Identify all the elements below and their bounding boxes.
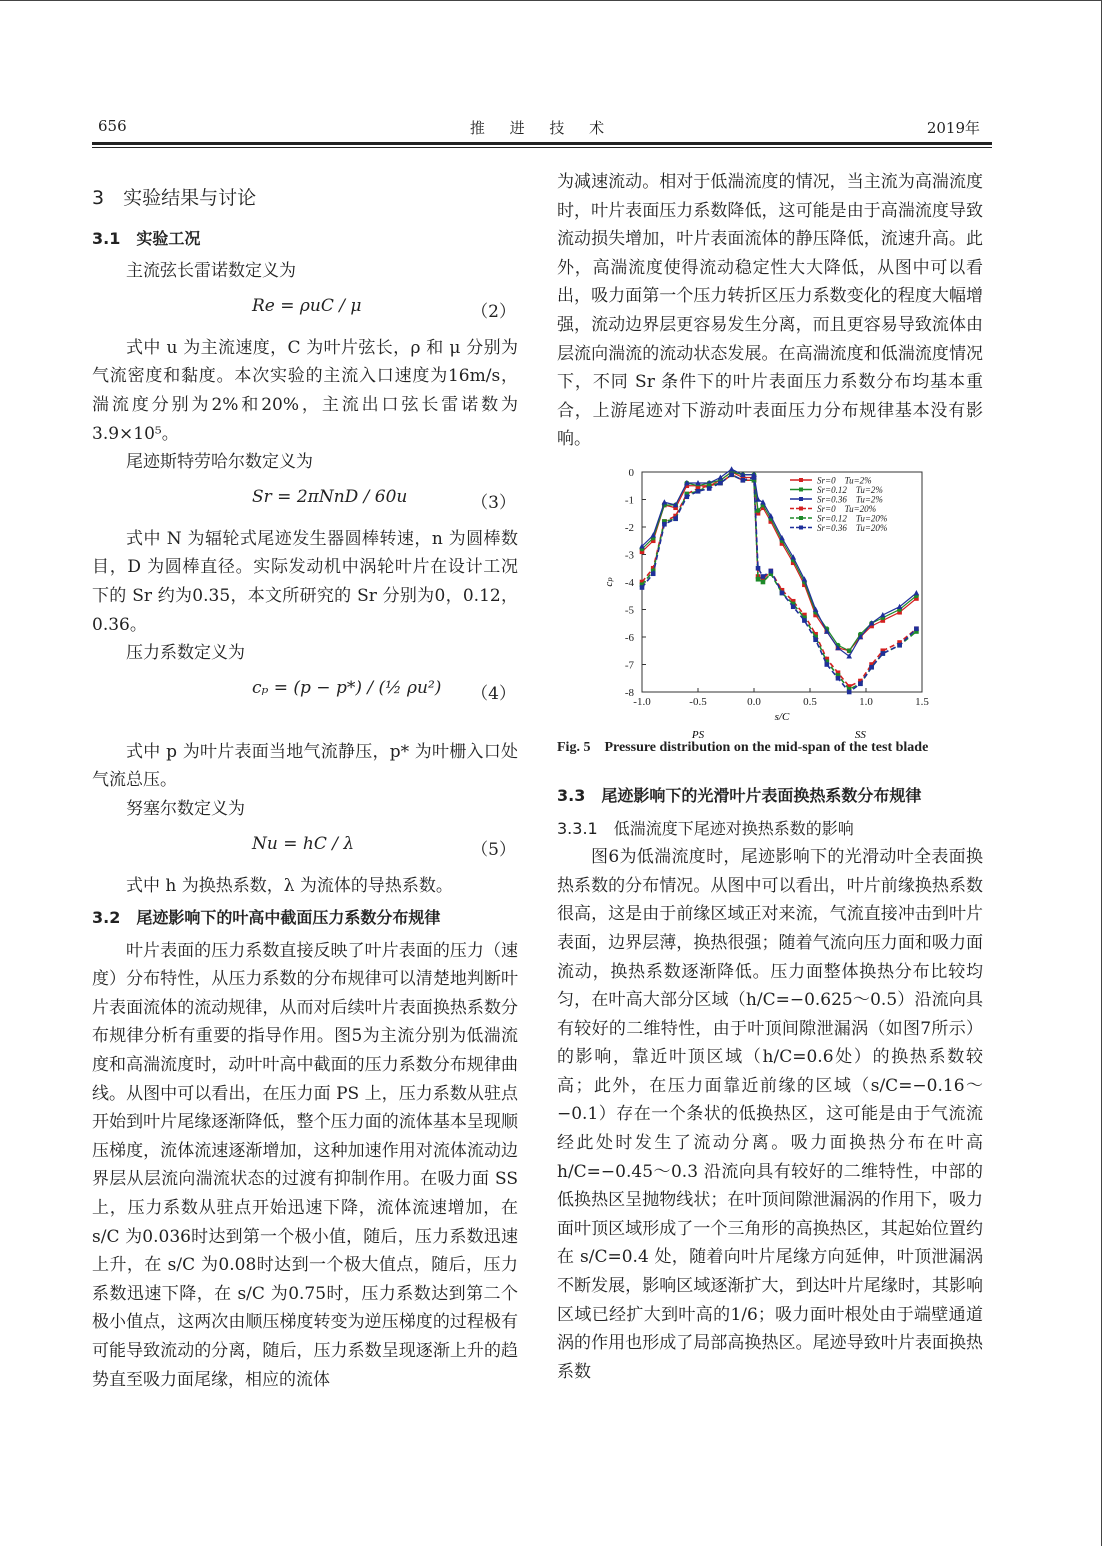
section-3-2-title: 3.2 尾迹影响下的叶高中截面压力系数分布规律 bbox=[92, 908, 441, 928]
publication-year: 2019年 bbox=[926, 119, 980, 137]
x-tick-label: 0.0 bbox=[747, 695, 761, 708]
data-point bbox=[741, 478, 746, 483]
nu-intro: 努塞尔数定义为 bbox=[126, 798, 245, 819]
plot-frame bbox=[642, 472, 922, 692]
data-point bbox=[756, 508, 761, 513]
data-point bbox=[914, 626, 919, 631]
legend-label: Sr=0.12 Tu=2% bbox=[817, 484, 883, 495]
x-tick-label: -0.5 bbox=[689, 695, 707, 708]
data-point bbox=[696, 489, 701, 494]
equation-2 bbox=[92, 286, 518, 334]
data-point bbox=[752, 475, 757, 480]
legend-marker bbox=[799, 478, 803, 482]
data-point bbox=[761, 580, 766, 585]
legend-marker bbox=[799, 516, 803, 520]
equation-5-body: Nu = hC / λ bbox=[252, 833, 355, 854]
legend-marker bbox=[799, 525, 803, 529]
header-rule-thin bbox=[92, 147, 992, 148]
data-point bbox=[836, 676, 841, 681]
data-point bbox=[858, 681, 863, 686]
data-point bbox=[869, 665, 874, 670]
x-tick-label: -1.0 bbox=[633, 695, 651, 708]
pressure-distribution-chart bbox=[557, 462, 983, 741]
data-point bbox=[756, 577, 761, 582]
running-header bbox=[92, 117, 992, 141]
data-point bbox=[897, 643, 902, 648]
data-point bbox=[914, 590, 920, 595]
data-point bbox=[769, 569, 774, 574]
section-3-2-paragraph: 叶片表面的压力系数直接反映了叶片表面的压力（速度）分布特性，从压力系数的分布规律可以清楚地判断叶片表面流体的流动规律，从而对后续叶片表面换热系数分布规律分析有重要的指导作用。图5为主流分别为低湍流度和高湍流度时，动叶叶高中截面的压力系数分布规律曲线。从图中可以看出，在压力面 PS 上，压力系数从驻点开始到叶片尾缘逐渐降低，整个压力面的流体基本呈现顺压梯度，流体流速逐渐增加，这种加速作用对流体流动边界层从层流向湍流状态的过渡有抑制作用。在吸力面 SS 上，压力系数从驻点开始迅速下降，流体流速增加，在 s/C 为0.036时达到第一个极小值，随后，压力系数迅速上升，在 s/C 为0.08时达到一个极大值点，随后，压力系数迅速下降，在 s/C 为0.75时，压力系数达到第二个极小值点，这两次由顺压梯度转变为逆压梯度的过程极有可能导致流动的分离，随后，压力系数呈现逐渐上升的趋势直至吸力面尾缘，相应的流体 bbox=[92, 940, 518, 1390]
re-description: 式中 u 为主流速度，C 为叶片弦长，ρ 和 μ 分别为气流密度和黏度。本次实验的主流入口速度为16m/s，湍流度分别为2%和20%，主流出口弦长雷诺数为3.9×10⁵。 bbox=[92, 337, 518, 444]
y-tick-label: -6 bbox=[624, 631, 634, 644]
equation-4 bbox=[92, 668, 518, 738]
re-intro: 主流弦长雷诺数定义为 bbox=[126, 261, 296, 282]
data-point bbox=[847, 690, 852, 695]
y-tick-label: -4 bbox=[624, 576, 634, 589]
equation-4-body: cₚ = (p − p*) / (½ ρu²) bbox=[252, 677, 442, 698]
legend-label: Sr=0 Tu=20% bbox=[817, 503, 877, 514]
sr-intro: 尾迹斯特劳哈尔数定义为 bbox=[126, 452, 313, 473]
figure-5-caption: Fig. 5 Pressure distribution on the mid-span of the test blade bbox=[557, 739, 929, 755]
x-axis-label: s/C bbox=[774, 710, 790, 723]
ps-label: PS bbox=[691, 728, 705, 741]
data-point bbox=[760, 499, 766, 504]
data-point bbox=[662, 522, 667, 527]
data-point bbox=[825, 662, 830, 667]
y-tick-label: -7 bbox=[624, 659, 634, 672]
y-axis-label: cₚ bbox=[603, 577, 615, 587]
data-point bbox=[718, 481, 723, 486]
data-point bbox=[780, 591, 785, 596]
header-rule-thick bbox=[92, 142, 992, 145]
equation-5-number: （5） bbox=[471, 839, 516, 860]
section-3-3-1-paragraph: 图6为低湍流度时，尾迹影响下的光滑动叶全表面换热系数的分布情况。从图中可以看出，叶片前缘换热系数很高，这是由于前缘区域正对来流，气流直接冲击到叶片表面，边界层薄，换热很强；随着气流向压力面和吸力面流动，换热系数逐渐降低。压力面整体换热分布比较均匀，在叶高大部分区域（h/C=−0.625～0.5）沿流向具有较好的二维特性，由于叶顶间隙泄漏涡（如图7所示）的影响，靠近叶顶区域（h/C=0.6处）的换热系数较高；此外，在压力面靠近前缘的区域（s/C=−0.16～−0.1）存在一个条状的低换热区，这可能是由于气流流经此处时发生了流动分离。吸力面换热分布在叶高 h/C=−0.45～0.3 沿流向具有较好的二维特性，中部的低换热区呈抛物线状；在叶顶间隙泄漏涡的作用下，吸力面叶顶区域形成了一个三角形的高换热区，其起始位置约在 s/C=0.4 处，随着向叶片尾缘方向延伸，叶顶泄漏涡不断发展，影响区域逐渐扩大，到达叶片尾缘时，其影响区域已经扩大到叶高的1/6；吸力面叶根处由于端壁通道涡的作用也形成了局部高换热区。尾迹导致叶片表面换热系数 bbox=[557, 847, 983, 1382]
continued-paragraph: 为减速流动。相对于低湍流度的情况，当主流为高湍流度时，叶片表面压力系数降低，这可能是由于高湍流度导致流动损失增加，叶片表面流体的静压降低，流速升高。此外，高湍流度使得流动稳定性大大降低，从图中可以看出，吸力面第一个压力转折区压力系数变化的程度大幅增强，流动边界层更容易发生分离，而且更容易导致流体由层流向湍流的流动状态发展。在高湍流度和低湍流度情况下，不同 Sr 条件下的叶片表面压力系数分布均基本重合，上游尾迹对下游动叶表面压力分布规律基本没有影响。 bbox=[557, 172, 983, 450]
equation-2-number: （2） bbox=[471, 301, 516, 322]
legend-label: Sr=0.36 Tu=2% bbox=[817, 494, 883, 505]
data-point bbox=[756, 566, 761, 571]
sr-description: 式中 N 为辐轮式尾迹发生器圆棒转速，n 为圆棒数目，D 为圆棒直径。实际发动机中涡轮叶片在设计工况下的 Sr 约为0.35，本文所研究的 Sr 分别为0，0.12，0.36。 bbox=[92, 528, 518, 635]
legend-label: Sr=0.12 Tu=20% bbox=[817, 513, 888, 524]
x-tick-label: 1.0 bbox=[859, 695, 873, 708]
legend-label: Sr=0.36 Tu=20% bbox=[817, 522, 888, 533]
data-point bbox=[761, 574, 766, 579]
y-tick-label: -1 bbox=[624, 494, 634, 507]
cp-description: 式中 p 为叶片表面当地气流静压，p* 为叶栅入口处气流总压。 bbox=[92, 741, 518, 791]
y-tick-label: -2 bbox=[624, 521, 634, 534]
legend-label: Sr=0 Tu=2% bbox=[817, 475, 872, 486]
plot-area bbox=[603, 466, 929, 741]
y-tick-label: -8 bbox=[624, 686, 634, 699]
equation-3-number: （3） bbox=[471, 492, 516, 513]
legend-marker bbox=[799, 487, 803, 491]
ss-label: SS bbox=[854, 728, 866, 741]
y-tick-label: -5 bbox=[624, 604, 634, 617]
equation-5 bbox=[92, 824, 518, 872]
x-tick-label: 0.5 bbox=[803, 695, 817, 708]
data-point bbox=[685, 494, 690, 499]
data-point bbox=[707, 486, 712, 491]
section-3-3-title: 3.3 尾迹影响下的光滑叶片表面换热系数分布规律 bbox=[557, 785, 922, 805]
nu-description: 式中 h 为换热系数，λ 为流体的导热系数。 bbox=[126, 875, 453, 896]
data-point bbox=[718, 474, 724, 479]
data-point bbox=[802, 618, 807, 623]
left-column bbox=[92, 168, 518, 1394]
equation-4-number: （4） bbox=[471, 683, 516, 704]
legend-marker bbox=[799, 497, 803, 501]
page-top-border bbox=[0, 0, 1102, 1]
section-3-1-title: 3.1 实验工况 bbox=[92, 228, 201, 248]
page-number: 656 bbox=[98, 117, 127, 135]
y-tick-label: 0 bbox=[628, 466, 634, 479]
data-point bbox=[813, 637, 818, 642]
section-3-3-1-title: 3.3.1 低湍流度下尾迹对换热系数的影响 bbox=[557, 818, 854, 838]
data-point bbox=[791, 604, 796, 609]
data-point bbox=[651, 571, 656, 576]
data-point bbox=[640, 585, 645, 590]
data-point bbox=[729, 472, 734, 477]
data-point bbox=[729, 466, 735, 471]
y-tick-label: -3 bbox=[624, 549, 634, 562]
right-column bbox=[557, 168, 983, 1386]
journal-name: 推 进 技 术 bbox=[469, 119, 615, 137]
data-point bbox=[673, 516, 678, 521]
legend-marker bbox=[799, 506, 803, 510]
cp-intro: 压力系数定义为 bbox=[126, 643, 245, 664]
equation-3-body: Sr = 2πNnD / 60u bbox=[252, 486, 408, 507]
data-point bbox=[662, 499, 668, 504]
x-tick-label: 1.5 bbox=[915, 695, 929, 708]
equation-3 bbox=[92, 477, 518, 525]
figure-5 bbox=[557, 462, 983, 741]
section-3-title: 3 实验结果与讨论 bbox=[92, 187, 257, 209]
equation-2-body: Re = ρuC / μ bbox=[252, 295, 362, 316]
data-point bbox=[881, 651, 886, 656]
